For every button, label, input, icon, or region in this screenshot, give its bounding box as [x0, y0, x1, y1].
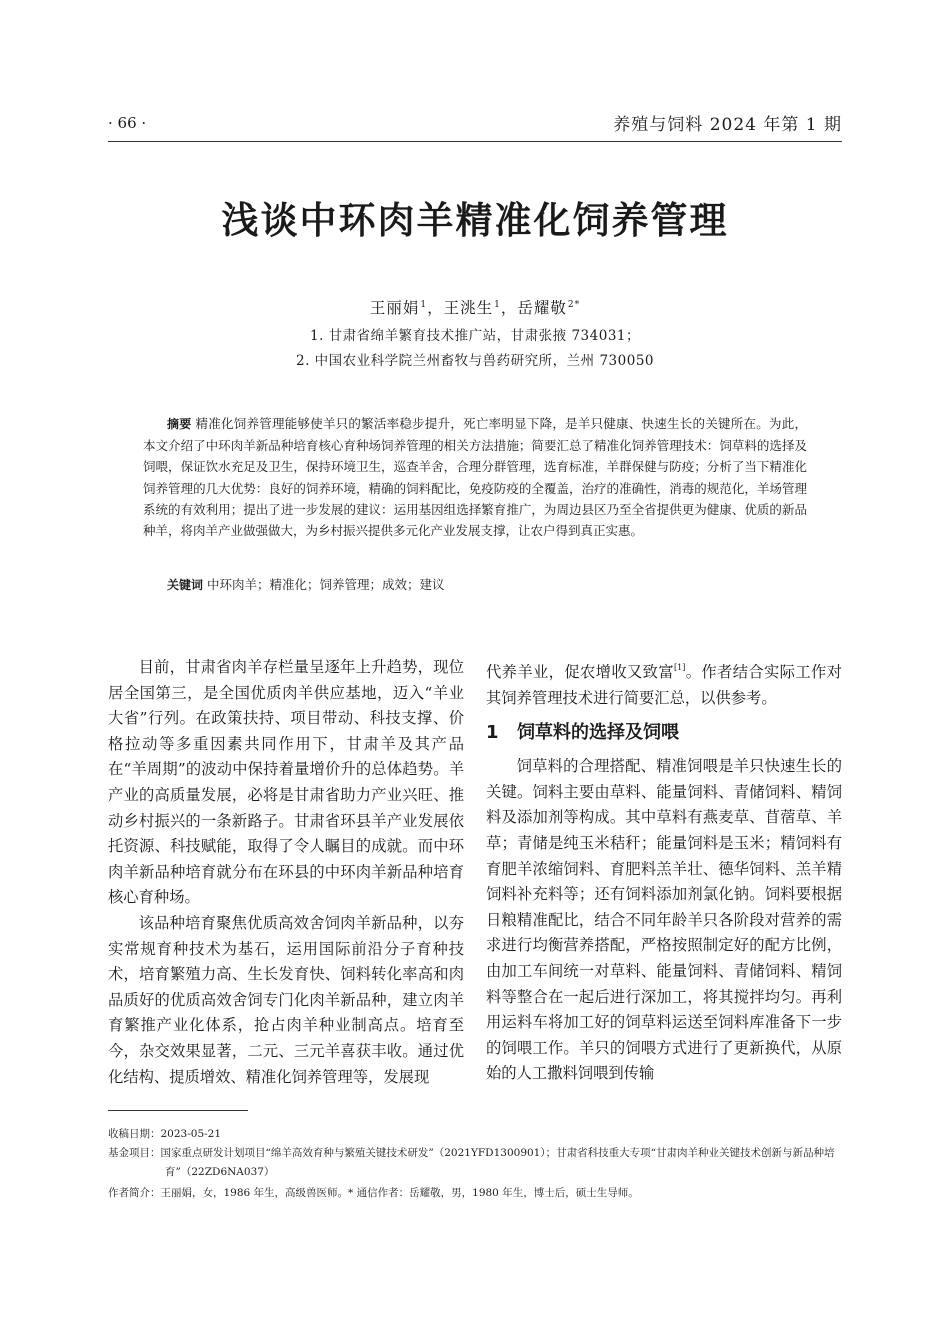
section-number: 1 — [486, 722, 499, 744]
footnote-funding: 基金项目：国家重点研发计划项目“绵羊高效育种与繁殖关键技术研发”（2021YFD1300901）；甘肃省科技重大专项“甘肃肉羊种业关键技术创新与新品种培育”（22ZD6NA037） — [108, 1147, 835, 1178]
body-paragraph: 饲草料的合理搭配、精准饲喂是羊只快速生长的关键。饲料主要由草料、能量饲料、青储饲料、精饲料及添加剂等构成。其中草料有燕麦草、苜蓿草、羊草；青储是纯玉米秸秆；能量饲料是玉米；精饲料有育肥羊浓缩饲料、育肥料羔羊壮、德华饲料、羔羊精饲料补充料等；还有饲料添加剂氯化钠。饲料要根据日粮精准配比，结合不同年龄羊只各阶段对营养的需求进行均衡营养搭配，严格按照制定好的配方比例，由加工车间统一对草料、能量饲料、青储饲料、精饲料等整合在一起后进行深加工，将其搅拌均匀。再利用运料车将加工好的饲草料运送至饲料库准备下一步的饲喂工作。羊只的饲喂方式进行了更新换代，从原始的人工撒料饲喂到传输 — [486, 757, 842, 1083]
abstract-label: 摘要 — [167, 417, 192, 431]
body-paragraph: 该品种培育聚焦优质高效舍饲肉羊新品种，以夯实常规育种技术为基石，运用国际前沿分子育种技术，培育繁殖力高、生长发育快、饲料转化率高和肉品质好的优质高效舍饲专门化肉羊新品种，建立肉羊育繁推产业化体系，抢占肉羊种业制高点。培育至今，杂交效果显著，二元、三元羊喜获丰收。通过优化结构、提质增效、精准化饲养管理等，发展现 — [108, 913, 464, 1086]
page-number: · 66 · — [108, 114, 147, 132]
paragraph-text: 。作者结合实际工作对其饲养管理技术进行简要汇总，以供参考。 — [486, 663, 842, 707]
body-column-left — [108, 655, 464, 1090]
keywords-text: 中环肉羊；精准化；饲养管理；成效；建议 — [207, 577, 445, 592]
body-paragraph: 目前，甘肃省肉羊存栏量呈逐年上升趋势，现位居全国第三，是全国优质肉羊供应基地，迈入“羊业大省”行列。在政策扶持、项目带动、科技支撑、价格拉动等多重因素共同作用下，甘肃羊及其产品在“羊周期”的波动中保持着量增价升的总体趋势。羊产业的高质量发展，必将是甘肃省助力产业兴旺、推动乡村振兴的一条新路子。甘肃省环县羊产业发展依托资源、科技赋能，取得了令人瞩目的成就。而中环肉羊新品种培育就分布在环县的中环肉羊新品种培育核心育种场。 — [108, 658, 464, 907]
footnote-author-info: 作者简介：王丽娟，女，1986 年生，高级兽医师。* 通信作者：岳耀敬，男，1980 年生，博士后，硕士生导师。 — [108, 1187, 639, 1199]
author-name: 王丽娟 — [369, 299, 420, 317]
author-name: 岳耀敬 — [517, 299, 567, 317]
affiliation-1: 1. 甘肃省绵羊繁育技术推广站，甘肃张掖 734031； — [310, 328, 640, 344]
affiliation-2: 2. 中国农业科学院兰州畜牧与兽药研究所，兰州 730050 — [296, 353, 654, 369]
section-title: 饲草料的选择及饲喂 — [517, 722, 679, 744]
affiliation-mark: 1 — [420, 300, 428, 310]
footnote-divider — [108, 1110, 248, 1111]
abstract-text: 精准化饲养管理能够使羊只的繁活率稳步提升，死亡率明显下降，是羊只健康、快速生长的关键所在。为此，本文介绍了中环肉羊新品种培育核心育种场饲养管理的相关方法措施；简要汇总了精准化饲养管理技术：饲草料的选择及饲喂，保证饮水充足及卫生，保持环境卫生，巡查羊舍，合理分群管理，选育标准，羊群保健与防疫；分析了当下精准化饲养管理的几大优势：良好的饲养环境，精确的饲料配比，免疫防疫的全覆盖，治疗的准确性，消毒的规范化，羊场管理系统的有效利用；提出了进一步发展的建议：运用基因组选择繁育推广，为周边县区乃至全省提供更为健康、优质的新品种羊，将肉羊产业做强做大，为乡村振兴提供多元化产业发展支撑，让农户得到真正实惠。 — [143, 416, 807, 539]
affiliation-mark: 1 — [494, 300, 501, 310]
author-name: 王洮生 — [443, 299, 494, 317]
body-paragraph — [486, 655, 842, 711]
keywords — [167, 575, 807, 593]
section-heading — [486, 719, 842, 747]
author-separator: ， — [427, 299, 444, 317]
affiliation-mark: 2* — [567, 300, 581, 310]
citation-ref: [1] — [673, 663, 686, 672]
abstract — [143, 413, 807, 541]
keywords-label: 关键词 — [167, 578, 204, 592]
author-list — [0, 296, 950, 318]
body-column-right — [486, 655, 842, 1087]
footnote-received-date: 收稿日期：2023-05-21 — [108, 1128, 222, 1140]
paragraph-text: 代养羊业，促农增收又致富 — [486, 663, 674, 681]
author-separator: ， — [500, 299, 518, 317]
article-title: 浅谈中环肉羊精准化饲养管理 — [221, 199, 729, 242]
journal-issue: 养殖与饲料 2024 年第 1 期 — [613, 115, 842, 135]
header-divider — [108, 141, 842, 142]
